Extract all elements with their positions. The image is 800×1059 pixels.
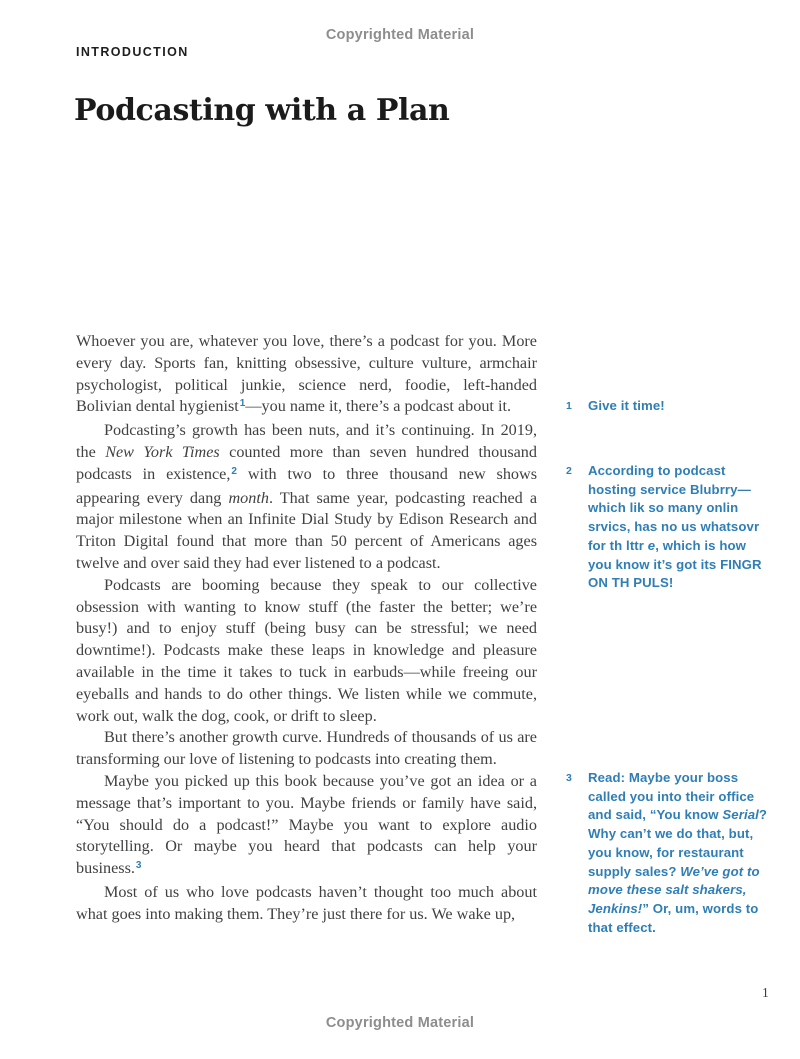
note-text: Give it time! <box>588 398 665 413</box>
watermark-top: Copyrighted Material <box>325 27 475 43</box>
section-kicker: INTRODUCTION <box>76 45 189 59</box>
body-text <box>76 331 537 926</box>
paragraph-3: Podcasts are booming because they speak to our collective obsession with wanting to know stuff (the faster the better; we’re busy!) and to enjoy stuff (being busy can be stressful; we need downtime!). Podcasts make these leaps in knowledge and pleasure available in the time it takes to tuck in earbuds—while freeing our eyeballs and hands to do other things. We listen while we commute, work out, walk the dog, cook, or drift to sleep. <box>76 575 537 725</box>
margin-note-2 <box>566 462 771 593</box>
note-text: According to podcast hosting service Blubrry—which lik so many onlin srvics, has no us whatsovr for th lttr e, which is how you know it’s got its FINGR ON TH PULS! <box>588 463 762 591</box>
note-number: 3 <box>566 772 572 784</box>
note-text: Read: Maybe your boss called you into their office and said, “You know Serial? Why can’t we do that, but, you know, for restaurant supply sales? We’ve got to move these salt shakers, Jenkins!” Or, um, words to that effect. <box>588 770 768 935</box>
paragraph-4: But there’s another growth curve. Hundreds of thousands of us are transforming our love of listening to podcasts into creating them. <box>76 728 537 769</box>
note-number: 2 <box>566 465 572 477</box>
paragraph-1: Whoever you are, whatever you love, there’s a podcast for you. More every day. Sports fan, knitting obsessive, culture vulture, armchair psychologist, political junkie, science nerd, foodie, left-handed Bolivian dental hygienist$^1$—you name it, there’s a podcast about it. <box>76 332 537 416</box>
page-number: 1 <box>762 985 769 1000</box>
paragraph-6: Most of us who love podcasts haven’t thought too much about what goes into making them. They’re just there for us. We wake up, <box>76 882 537 923</box>
paragraph-5: Maybe you picked up this book because you’ve got an idea or a message that’s important to you. Maybe friends or family have said, “You should do a podcast!” Maybe you want to explore audio storytelling. Or maybe you heard that podcasts can help your business.$^3$ <box>76 771 537 878</box>
paragraph-2: Podcasting’s growth has been nuts, and it’s continuing. In 2019, the New York Times counted more than seven hundred thousand podcasts in existence,$^2$ with two to three thousand new shows appearing every dang month. That same year, podcasting reached a major milestone when an Infinite Dial Study by Edison Research and Triton Digital found that more than 50 percent of Americans ages twelve and over said they had ever listened to a podcast. <box>76 421 537 572</box>
margin-note-1 <box>566 397 771 416</box>
page-title: Podcasting with a Plan <box>74 93 450 128</box>
watermark-bottom: Copyrighted Material <box>325 1015 475 1031</box>
note-number: 1 <box>566 400 572 412</box>
margin-note-3 <box>566 769 771 937</box>
